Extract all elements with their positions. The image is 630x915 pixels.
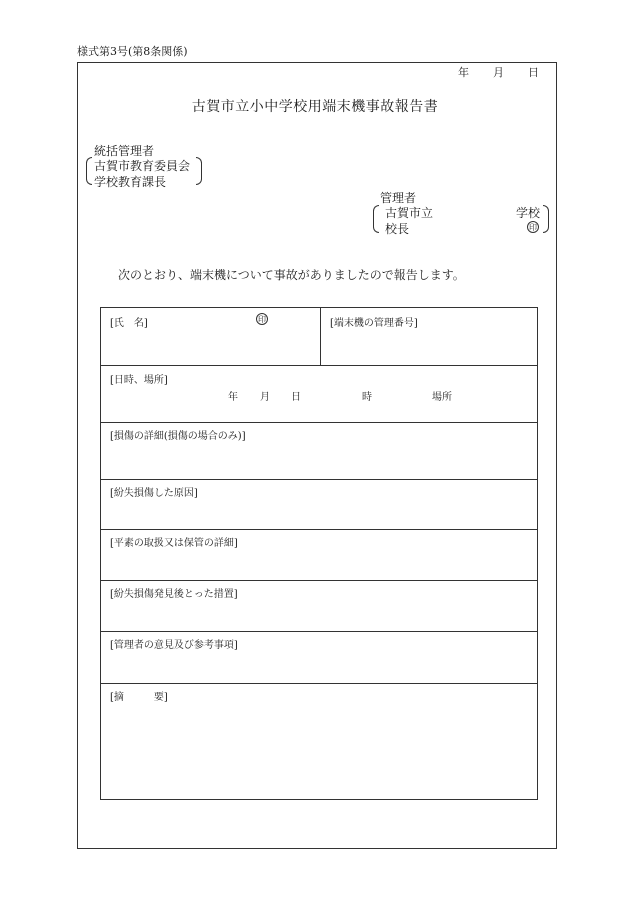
manager-bracket-left	[373, 205, 379, 233]
row-divider-2	[101, 422, 537, 423]
addressee-line2: 学校教育課長	[94, 175, 167, 189]
row-divider-1	[101, 365, 537, 366]
date-month-label: 月	[493, 66, 504, 79]
opinion-label: [管理者の意見及び参考事項]	[110, 640, 238, 651]
name-divider	[320, 308, 321, 365]
row-divider-3	[101, 479, 537, 480]
datetime-year: 年	[228, 392, 238, 403]
date-year-label: 年	[458, 66, 469, 79]
row-divider-5	[101, 580, 537, 581]
datetime-field-label: [日時、場所]	[110, 375, 168, 386]
manager-bracket-right	[543, 205, 549, 233]
document-title: 古賀市立小中学校用端末機事故報告書	[191, 99, 439, 115]
intro-text: 次のとおり、端末機について事故がありましたので報告します。	[118, 268, 465, 282]
name-field-label: [氏 名]	[110, 318, 148, 329]
row-divider-7	[101, 683, 537, 684]
manager-school: 学校	[516, 206, 541, 220]
addressee-line1: 古賀市教育委員会	[94, 159, 191, 173]
row-divider-4	[101, 529, 537, 530]
addressee-bracket-right	[196, 157, 202, 185]
form-number: 様式第3号(第8条関係)	[77, 45, 188, 58]
row-divider-6	[101, 631, 537, 632]
report-table	[100, 307, 538, 800]
datetime-hour: 時	[362, 392, 372, 403]
cause-label: [紛失損傷した原因]	[110, 488, 198, 499]
addressee-role: 統括管理者	[94, 144, 155, 158]
addressee-bracket-left	[86, 157, 92, 185]
handling-label: [平素の取扱又は保管の詳細]	[110, 538, 238, 549]
manager-city: 古賀市立	[385, 206, 434, 220]
datetime-month: 月	[260, 392, 270, 403]
datetime-day: 日	[291, 392, 301, 403]
date-day-label: 日	[528, 66, 539, 79]
device-number-label: [端末機の管理番号]	[330, 318, 418, 329]
damage-detail-label: [損傷の詳細(損傷の場合のみ)]	[110, 431, 246, 442]
datetime-place: 場所	[432, 392, 452, 403]
name-seal-icon: 印	[258, 315, 266, 324]
manager-principal: 校長	[385, 222, 410, 236]
measures-label: [紛失損傷発見後とった措置]	[110, 589, 238, 600]
manager-seal-icon: 印	[529, 223, 537, 232]
manager-role: 管理者	[380, 191, 417, 205]
summary-label: [摘 要]	[110, 692, 168, 703]
